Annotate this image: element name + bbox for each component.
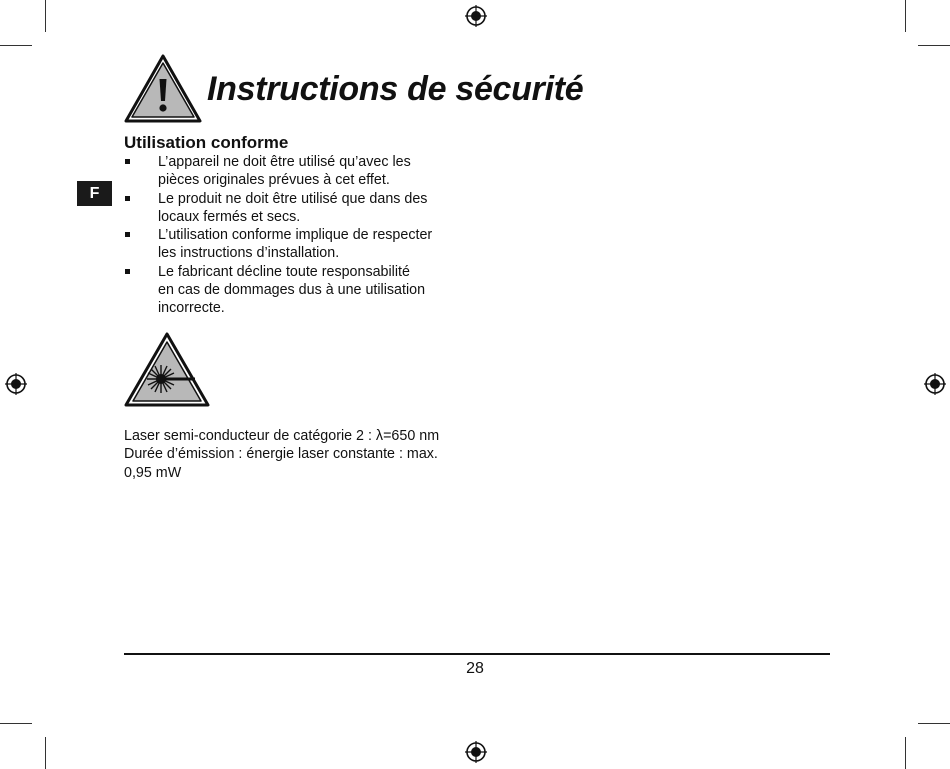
bullet-icon: [125, 196, 130, 201]
list-item: [124, 153, 469, 190]
warning-triangle-icon: [123, 53, 203, 125]
crop-mark: [45, 737, 46, 769]
list-item-line: Le fabricant décline toute responsabilité: [158, 263, 410, 280]
page-title: Instructions de sécurité: [207, 70, 584, 108]
list-item-line: locaux fermés et secs.: [158, 208, 301, 225]
registration-mark-icon: [465, 5, 487, 27]
footer-divider: [124, 653, 830, 655]
page-number: 28: [466, 660, 484, 677]
laser-spec-line: 0,95 mW: [124, 464, 182, 481]
list-item-line: L’utilisation conforme implique de respecter: [158, 227, 433, 244]
registration-mark-icon: [5, 373, 27, 395]
list-item-line: L’appareil ne doit être utilisé qu’avec les: [158, 154, 411, 170]
list-item-line: en cas de dommages dus à une utilisation: [158, 282, 426, 299]
list-item: [124, 190, 469, 227]
bullet-list: [124, 153, 469, 318]
list-item-line: incorrecte.: [158, 300, 225, 317]
list-item: [124, 226, 469, 263]
crop-mark: [918, 45, 950, 46]
laser-hazard-icon: [123, 331, 211, 409]
crop-mark: [905, 737, 906, 769]
list-item-line: pièces originales prévues à cet effet.: [158, 172, 390, 189]
crop-mark: [918, 723, 950, 724]
list-item-line: les instructions d’installation.: [158, 245, 340, 262]
laser-spec-line: Durée d’émission : énergie laser constante : max.: [124, 446, 438, 463]
bullet-icon: [125, 269, 130, 274]
list-item: [124, 263, 469, 318]
laser-spec-line: Laser semi-conducteur de catégorie 2 : λ=650 nm: [124, 428, 440, 444]
laser-specification: [124, 427, 484, 482]
crop-mark: [905, 0, 906, 32]
crop-mark: [0, 723, 32, 724]
language-tab: F: [77, 181, 112, 206]
bullet-icon: [125, 159, 130, 164]
bullet-icon: [125, 232, 130, 237]
list-item-line: Le produit ne doit être utilisé que dans des: [158, 190, 428, 207]
registration-mark-icon: [465, 741, 487, 763]
crop-mark: [0, 45, 32, 46]
registration-mark-icon: [924, 373, 946, 395]
section-heading: Utilisation conforme: [124, 133, 289, 152]
crop-mark: [45, 0, 46, 32]
